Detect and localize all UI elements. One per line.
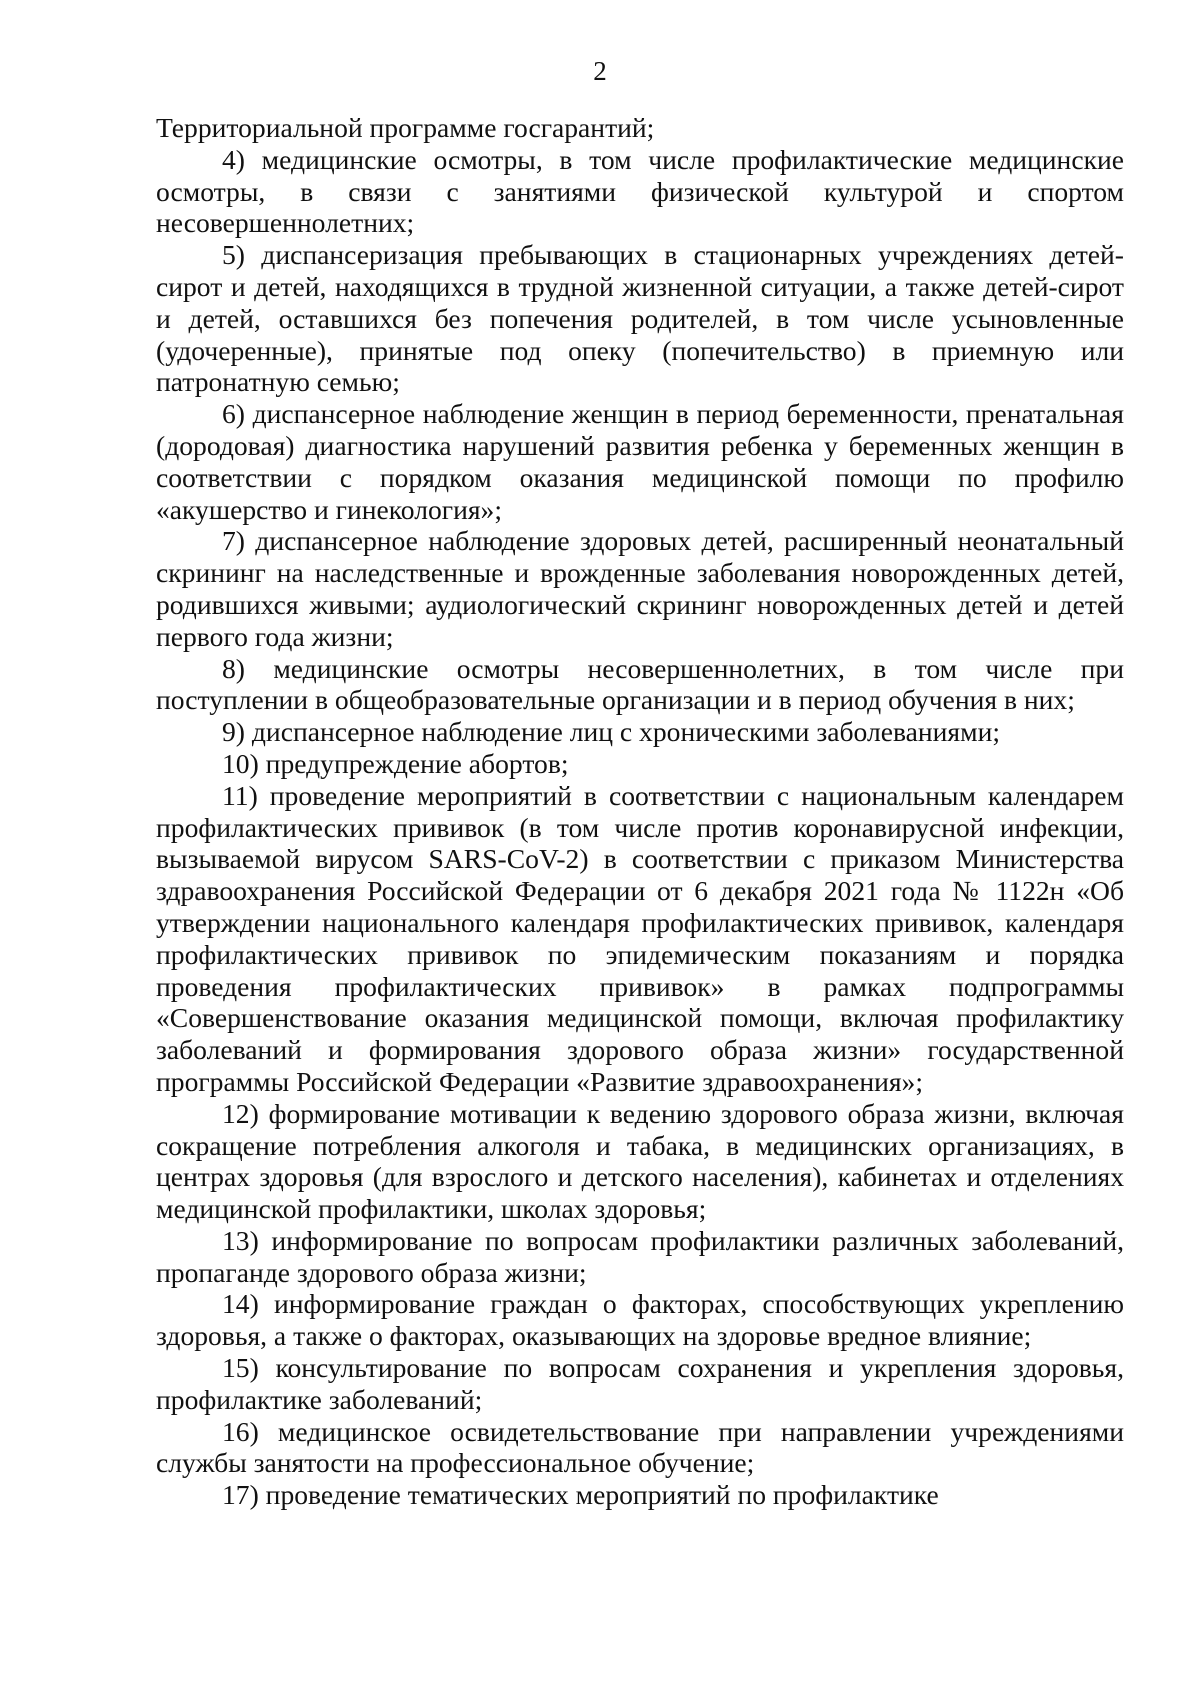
list-item-4: 4) медицинские осмотры, в том числе профилактические медицинские осмотры, в связи с занятиями физической культурой и спортом несовершеннолетних; (156, 143, 1124, 239)
list-item-17: 17) проведение тематических мероприятий по профилактике (222, 1479, 939, 1511)
list-item-12: 12) формирование мотивации к ведению здорового образа жизни, включая сокращение потребления алкоголя и табака, в медицинских организациях, в центрах здоровья (для взрослого и детского населения), кабинетах и отделениях медицинской профилактики, школах здоровья; (156, 1097, 1124, 1225)
list-item-10: 10) предупреждение абортов; (222, 747, 569, 779)
list-item-16: 16) медицинское освидетельствование при направлении учреждениями службы занятости на профессиональное обучение; (156, 1415, 1124, 1479)
list-item-14: 14) информирование граждан о факторах, способствующих укреплению здоровья, а также о факторах, оказывающих на здоровье вредное влияние; (156, 1288, 1124, 1352)
list-item-15: 15) консультирование по вопросам сохранения и укрепления здоровья, профилактике заболеваний; (156, 1352, 1124, 1415)
document-body (156, 112, 1124, 1511)
list-item-9: 9) диспансерное наблюдение лиц с хроническими заболеваниями; (222, 716, 1001, 748)
list-item-6: 6) диспансерное наблюдение женщин в период беременности, пренатальная (дородовая) диагностика нарушений развития ребенка у беременных женщин в соответствии с порядком оказания медицинской помощи по профилю «акушерство и гинекология»; (156, 398, 1124, 525)
page-number: 2 (593, 56, 607, 86)
list-item-5: 5) диспансеризация пребывающих в стационарных учреждениях детей-сирот и детей, находящихся в трудной жизненной ситуации, а также детей-сирот и детей, оставшихся без попечения родителей, в том числе усыновленные (удочеренные), принятые под опеку (попечительство) в приемную или патронатную семью; (156, 239, 1124, 398)
list-item-11: 11) проведение мероприятий в соответствии с национальным календарем профилактических прививок (в том числе против коронавирусной инфекции, вызываемой вирусом SARS-CoV-2) в соответствии с приказом Министерства здравоохранения Российской Федерации от 6 декабря 2021 года № 1122н «Об утверждении национального календаря профилактических прививок, календаря профилактических прививок по эпидемическим показаниям и порядка проведения профилактических прививок» в рамках подпрограммы «Совершенствование оказания медицинской помощи, включая профилактику заболеваний и формирования здорового образа жизни» государственной программы Российской Федерации «Развитие здравоохранения»; (156, 779, 1124, 1097)
list-item-8: 8) медицинские осмотры несовершеннолетних, в том числе при поступлении в общеобразовательные организации и в период обучения в них; (156, 652, 1124, 716)
list-item-13: 13) информирование по вопросам профилактики различных заболеваний, пропаганде здорового образа жизни; (156, 1224, 1124, 1288)
list-item-7: 7) диспансерное наблюдение здоровых детей, расширенный неонатальный скрининг на наследственные и врожденные заболевания новорожденных детей, родившихся живыми; аудиологический скрининг новорожденных детей и детей первого года жизни; (156, 525, 1124, 652)
paragraph-continuation: Территориальной программе госгарантий; (156, 112, 655, 143)
